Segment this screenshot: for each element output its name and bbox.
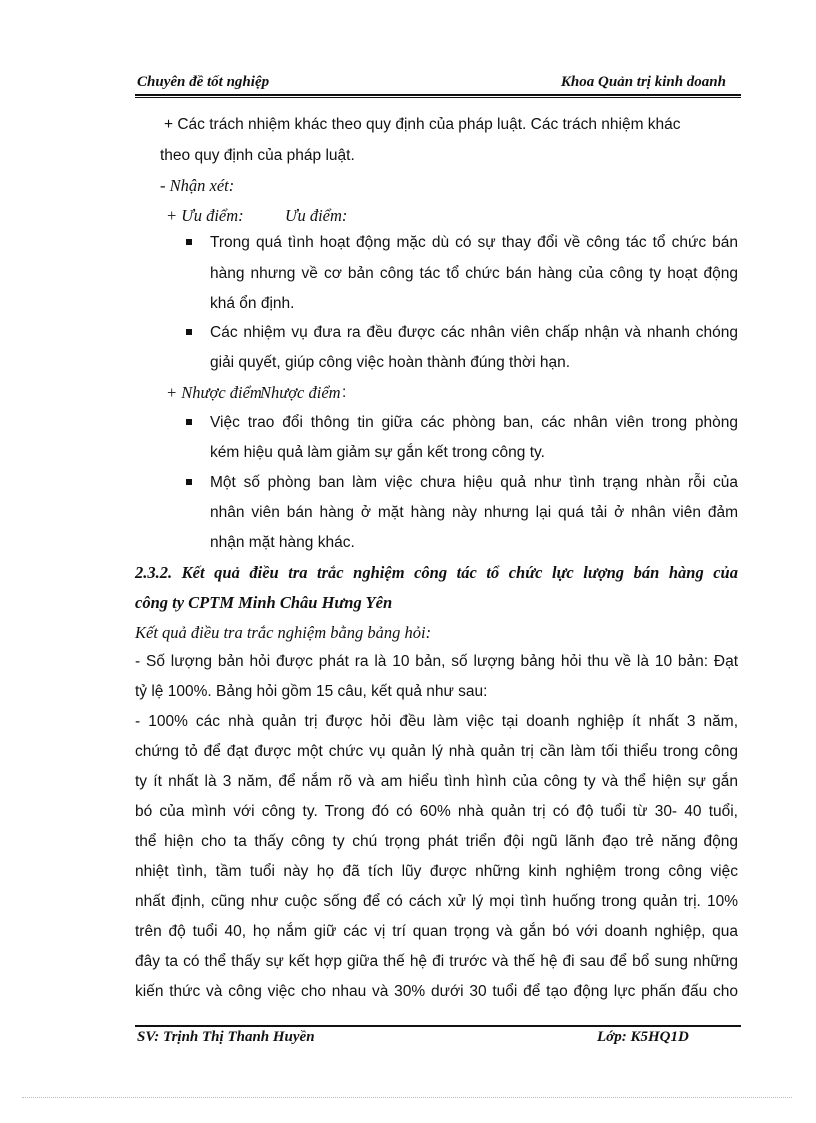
section-heading-cont: công ty CPTM Minh Châu Hưng Yên <box>135 593 393 612</box>
paragraph-line: đây ta có thể thấy sự kết hợp giữa thế hệ đi trước và thế hệ đi sau để bổ sung những <box>135 953 738 970</box>
bullet-icon <box>186 479 192 485</box>
paragraph-line: trên độ tuổi 40, họ nắm giữ các vị trí quan trọng và gắn bó với doanh nghiệp, qua <box>135 923 738 940</box>
paragraph-line: ty ít nhất là 3 năm, để nắm rõ và am hiểu tình hình của công ty và thể hiện sự gắn <box>135 773 738 790</box>
paragraph-line: chứng tỏ để đạt được một chức vụ quản lý nhà quản trị cần làm tối thiểu trong công <box>135 743 738 760</box>
subheading: Kết quả điều tra trắc nghiệm bằng bảng hỏi: <box>135 623 432 642</box>
footer-student: SV: Trịnh Thị Thanh Huyền <box>137 1029 315 1045</box>
paragraph-line: nhất định, cũng như cuộc sống để có cách xử lý mọi tình huống trong quản trị. 10% <box>135 893 738 910</box>
section-heading: 2.3.2. Kết quả điều tra trắc nghiệm công tác tổ chức lực lượng bán hàng của <box>135 563 738 582</box>
list-item: Các nhiệm vụ đưa ra đều được các nhân viên chấp nhận và nhanh chóng <box>210 324 738 341</box>
list-item-cont: khá ổn định. <box>210 295 295 312</box>
remark-heading: - Nhận xét: <box>160 176 235 195</box>
advantages-heading: + Ưu điểm: <box>166 206 244 225</box>
page-header <box>135 72 740 94</box>
paragraph-line: bó của mình với công ty. Trong đó có 60% nhà quản trị có độ tuổi từ 30- 40 tuổi, <box>135 803 738 820</box>
disadvantages-heading-dup: Nhược điểm <box>260 383 341 402</box>
list-item-cont: giải quyết, giúp công việc hoàn thành đúng thời hạn. <box>210 354 571 371</box>
header-rule-thick <box>135 94 741 96</box>
colon: : <box>342 384 347 401</box>
page-footer <box>135 1029 740 1051</box>
paragraph-line: nhiệt tình, tầm tuổi này họ đã tích lũy được những kinh nghiệm trong công việc <box>135 863 738 880</box>
footer-class: Lớp: K5HQ1D <box>597 1029 689 1045</box>
paragraph-line: - 100% các nhà quản trị được hỏi đều làm việc tại doanh nghiệp ít nhất 3 năm, <box>135 713 738 730</box>
disadvantages-heading: + Nhược điểm <box>166 383 262 402</box>
list-item-cont: nhân viên bán hàng ở mặt hàng này nhưng lại quá tải ở nhân viên đảm <box>210 504 738 521</box>
list-item: Một số phòng ban làm việc chưa hiệu quả như tình trạng nhàn rỗi của <box>210 474 738 491</box>
list-item-cont: hàng nhưng về cơ bản công tác tổ chức bán hàng của công ty hoạt động <box>210 265 738 282</box>
paragraph-line: thể hiện cho ta thấy công ty chú trọng phát triển đội ngũ lãnh đạo trẻ năng động <box>135 833 738 850</box>
bullet-icon <box>186 329 192 335</box>
footer-rule <box>135 1025 741 1027</box>
header-right: Khoa Quản trị kinh doanh <box>560 74 726 90</box>
bullet-icon <box>186 419 192 425</box>
text-line: theo quy định của pháp luật. <box>160 147 355 164</box>
list-item: Việc trao đổi thông tin giữa các phòng ban, các nhân viên trong phòng <box>210 414 738 431</box>
header-left: Chuyên đề tốt nghiệp <box>137 74 270 90</box>
paragraph-line: - Số lượng bản hỏi được phát ra là 10 bản, số lượng bảng hỏi thu về là 10 bản: Đạt <box>135 653 738 670</box>
list-item: Trong quá tình hoạt động mặc dù có sự thay đổi về công tác tổ chức bán <box>210 234 738 251</box>
list-item-cont: nhận mặt hàng khác. <box>210 534 355 551</box>
list-item-cont: kém hiệu quả làm giảm sự gắn kết trong công ty. <box>210 444 545 461</box>
page-separator <box>22 1097 792 1098</box>
advantages-heading-dup: Ưu điểm: <box>285 206 348 225</box>
text-line: + Các trách nhiệm khác theo quy định của pháp luật. Các trách nhiệm khác <box>164 116 681 133</box>
paragraph-line: tỷ lệ 100%. Bảng hỏi gồm 15 câu, kết quả như sau: <box>135 683 488 700</box>
bullet-icon <box>186 239 192 245</box>
header-rule-thin <box>135 97 741 98</box>
paragraph-line: kiến thức và công việc cho nhau và 30% dưới 30 tuổi để tạo động lực phấn đấu cho <box>135 983 738 1000</box>
